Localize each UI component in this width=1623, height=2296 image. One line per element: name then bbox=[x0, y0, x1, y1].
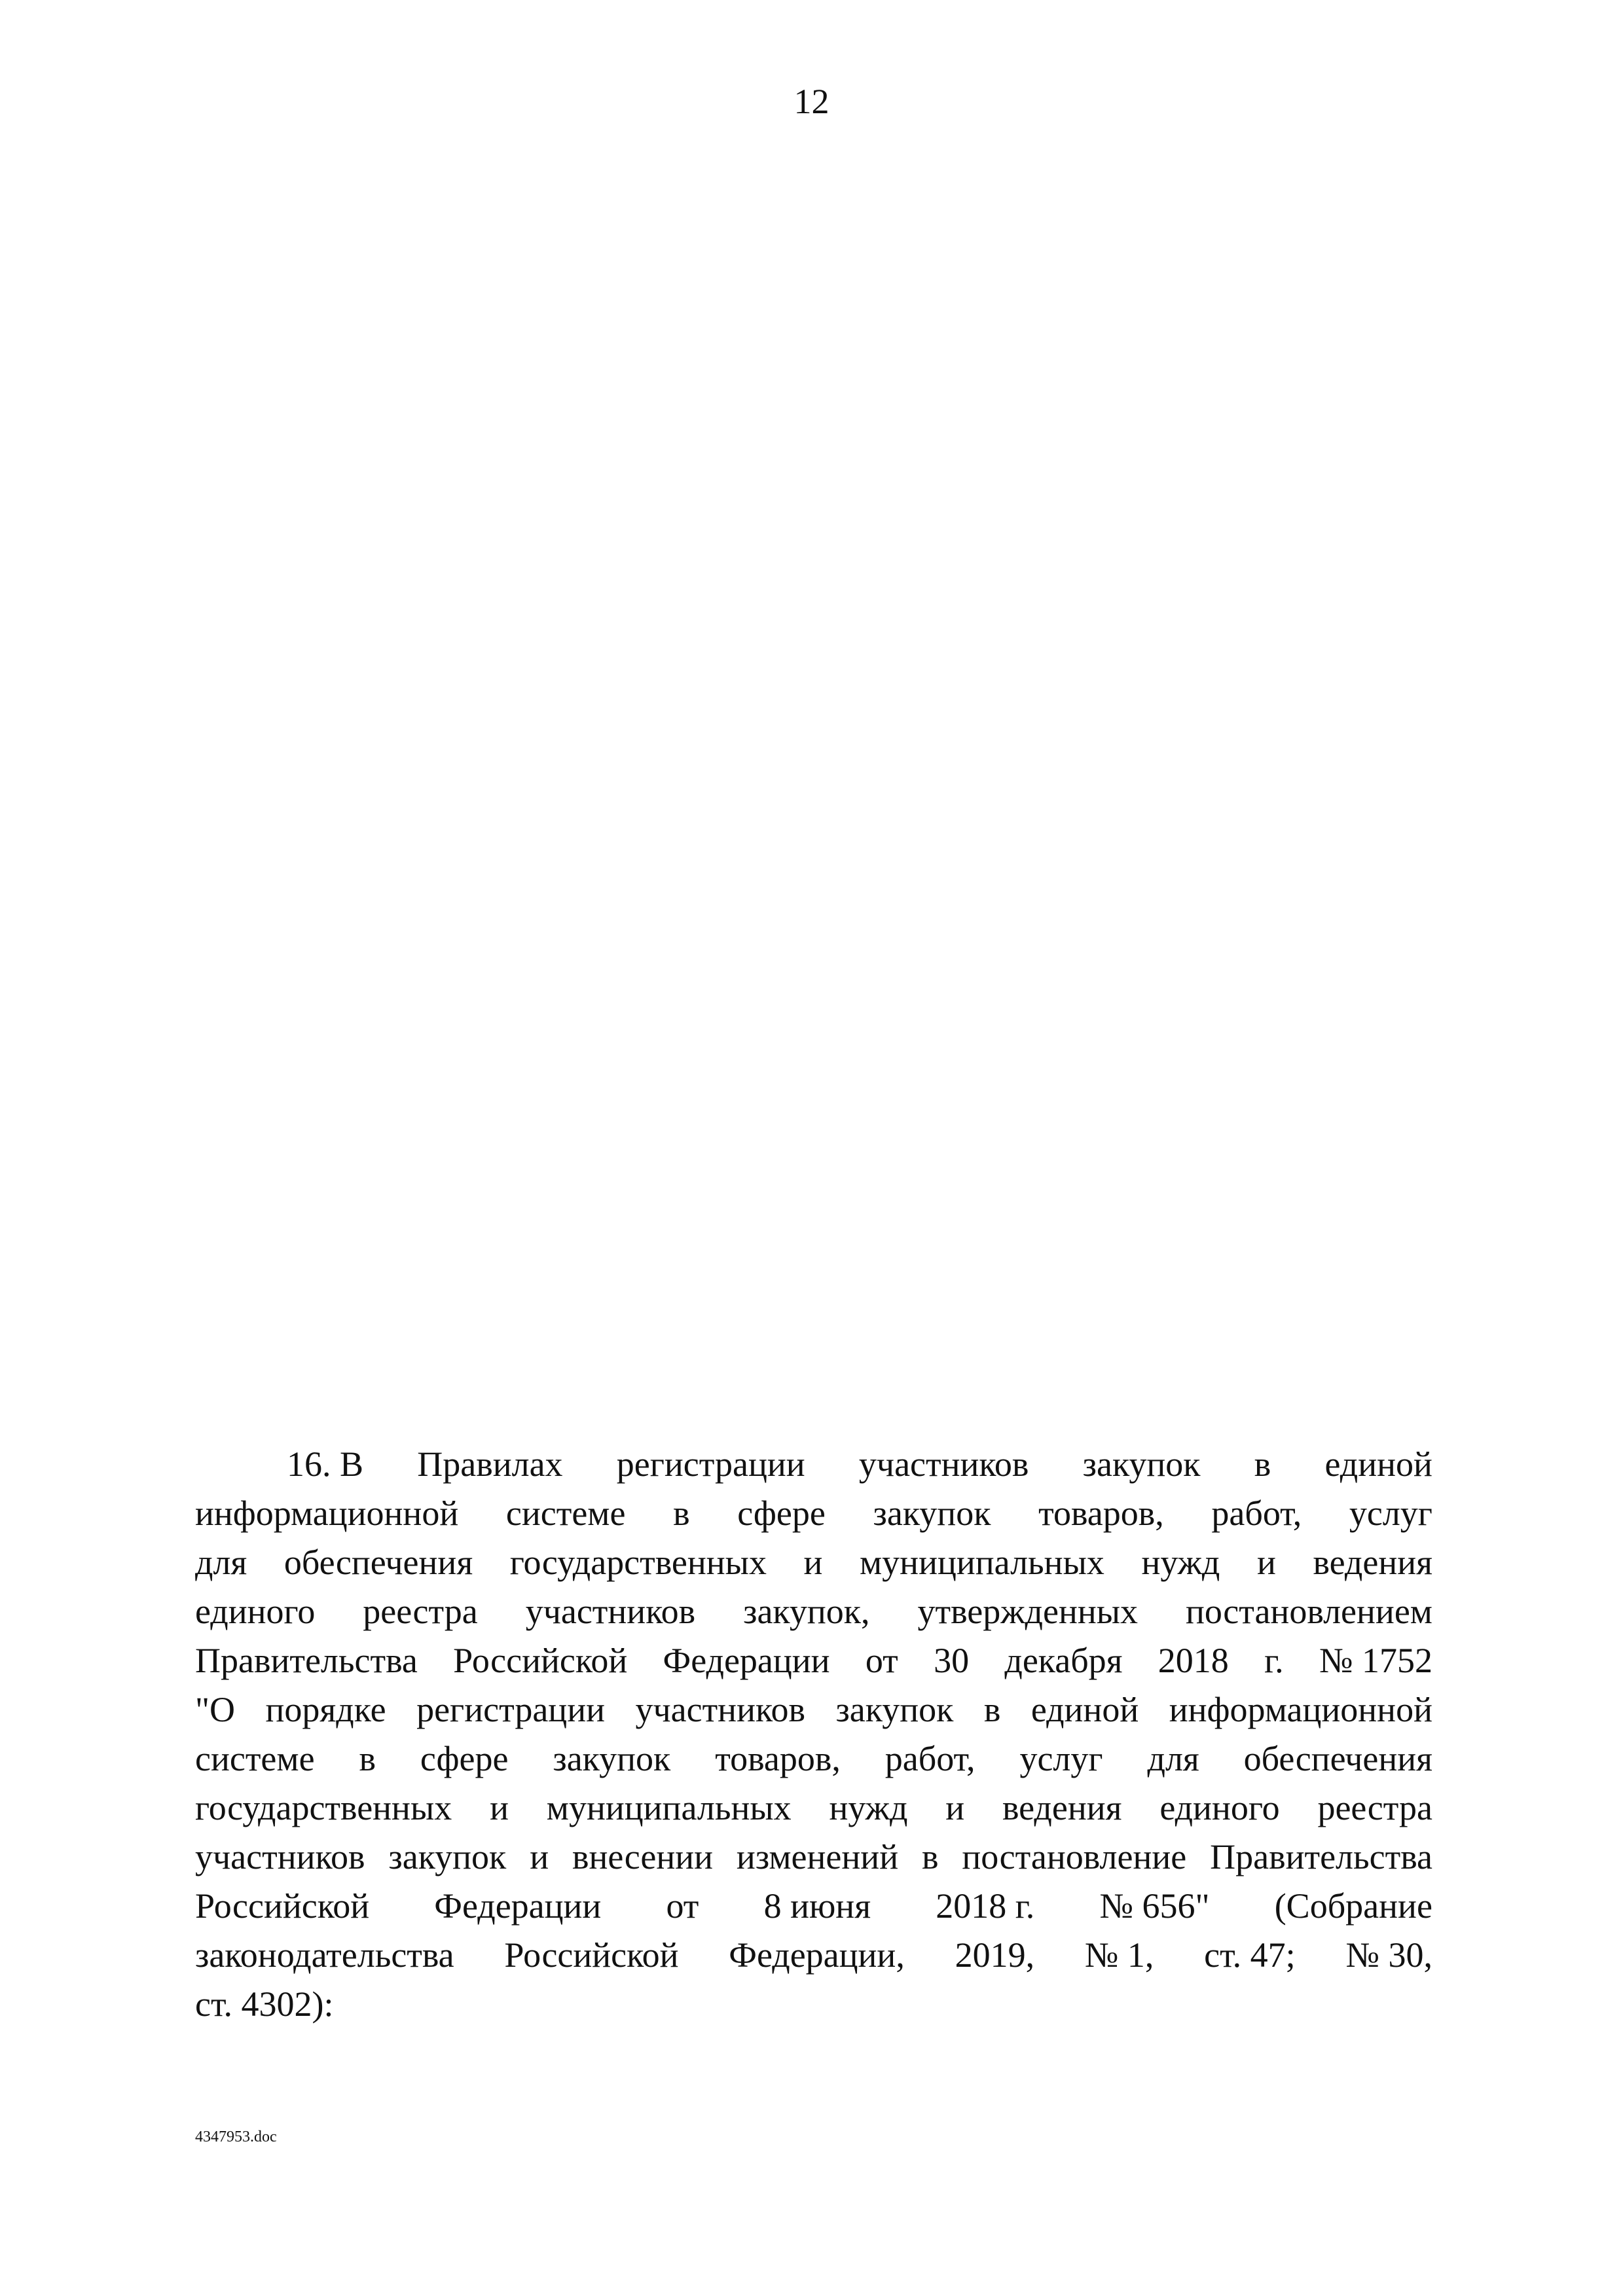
word: нужд bbox=[1141, 1543, 1220, 1582]
paragraph-line bbox=[195, 1980, 1432, 2029]
word: закупок bbox=[835, 1690, 954, 1729]
word: регистрации bbox=[616, 1444, 805, 1484]
paragraph-line bbox=[195, 1636, 1432, 1685]
word: 2018 bbox=[1158, 1641, 1229, 1680]
word: нужд bbox=[829, 1788, 908, 1827]
paragraph-line bbox=[195, 1440, 1432, 1489]
word: реестра bbox=[363, 1592, 478, 1631]
paragraph-line bbox=[195, 1833, 1432, 1882]
word: информационной bbox=[1169, 1690, 1432, 1729]
word: в bbox=[673, 1494, 690, 1533]
word: системе bbox=[505, 1494, 626, 1533]
amendment-paragraph bbox=[195, 1440, 1432, 2029]
word: ведения bbox=[1313, 1543, 1432, 1582]
word: утвержденных bbox=[917, 1592, 1139, 1631]
word: товаров, bbox=[1038, 1494, 1164, 1533]
word: сфере bbox=[420, 1739, 509, 1778]
paragraph-line bbox=[195, 1734, 1432, 1784]
word: законодательства bbox=[195, 1935, 454, 1975]
word: услуг bbox=[1349, 1494, 1432, 1533]
word: Российской bbox=[504, 1935, 679, 1975]
word: участников bbox=[858, 1444, 1029, 1484]
word: обеспечения bbox=[1243, 1739, 1432, 1778]
word: в bbox=[359, 1739, 376, 1778]
word: закупок bbox=[873, 1494, 991, 1533]
word: постановление bbox=[962, 1837, 1187, 1876]
word: № 656" bbox=[1099, 1886, 1210, 1926]
word: для bbox=[1147, 1739, 1199, 1778]
word: и bbox=[945, 1788, 965, 1827]
word: от bbox=[865, 1641, 898, 1680]
word: и bbox=[1256, 1543, 1276, 1582]
word: от bbox=[666, 1886, 699, 1926]
word: закупок, bbox=[743, 1592, 870, 1631]
word: ст. 4302): bbox=[195, 1984, 334, 2024]
word: № 30, bbox=[1345, 1935, 1432, 1975]
word: 16. В bbox=[287, 1444, 364, 1484]
paragraph-line bbox=[195, 1587, 1432, 1636]
paragraph-line bbox=[195, 1882, 1432, 1931]
word: Федерации bbox=[663, 1641, 830, 1680]
word: участников bbox=[195, 1837, 365, 1876]
word: и bbox=[530, 1837, 549, 1876]
word: сфере bbox=[737, 1494, 826, 1533]
paragraph-line bbox=[195, 1931, 1432, 1980]
word: внесении bbox=[572, 1837, 714, 1876]
word: единой bbox=[1030, 1690, 1139, 1729]
word: единого bbox=[195, 1592, 316, 1631]
word: 30 bbox=[934, 1641, 970, 1680]
word: товаров, bbox=[715, 1739, 841, 1778]
word: системе bbox=[195, 1739, 315, 1778]
word: муниципальных bbox=[546, 1788, 792, 1827]
word: в bbox=[922, 1837, 939, 1876]
word: Федерации, bbox=[729, 1935, 905, 1975]
word: постановлением bbox=[1185, 1592, 1432, 1631]
word: участников bbox=[525, 1592, 696, 1631]
word: декабря bbox=[1004, 1641, 1123, 1680]
word: № 1752 bbox=[1319, 1641, 1432, 1680]
word: участников bbox=[635, 1690, 805, 1729]
word: закупок bbox=[1082, 1444, 1201, 1484]
word: (Собрание bbox=[1274, 1886, 1432, 1926]
word: государственных bbox=[509, 1543, 767, 1582]
word: закупок bbox=[388, 1837, 507, 1876]
word: информационной bbox=[195, 1494, 459, 1533]
word: Правительства bbox=[195, 1641, 418, 1680]
word: изменений bbox=[736, 1837, 899, 1876]
word: № 1, bbox=[1084, 1935, 1154, 1975]
word: реестра bbox=[1317, 1788, 1432, 1827]
paragraph-line bbox=[195, 1784, 1432, 1833]
word: работ, bbox=[884, 1739, 976, 1778]
word: и bbox=[803, 1543, 823, 1582]
word: единого bbox=[1159, 1788, 1280, 1827]
word: г. bbox=[1264, 1641, 1284, 1680]
word: обеспечения bbox=[283, 1543, 473, 1582]
word: Правилах bbox=[417, 1444, 563, 1484]
word: закупок bbox=[553, 1739, 671, 1778]
word: регистрации bbox=[416, 1690, 605, 1729]
word: в bbox=[1254, 1444, 1271, 1484]
word: "О bbox=[195, 1690, 236, 1729]
paragraph-line bbox=[195, 1685, 1432, 1734]
word: Правительства bbox=[1210, 1837, 1432, 1876]
word: 2018 г. bbox=[936, 1886, 1035, 1926]
word: ст. 47; bbox=[1204, 1935, 1296, 1975]
file-name-footer: 4347953.doc bbox=[195, 2128, 277, 2145]
word: услуг bbox=[1019, 1739, 1103, 1778]
word: Российской bbox=[195, 1886, 370, 1926]
paragraph-line bbox=[195, 1489, 1432, 1538]
word: муниципальных bbox=[860, 1543, 1104, 1582]
word: порядке bbox=[265, 1690, 386, 1729]
word: и bbox=[490, 1788, 509, 1827]
word: для bbox=[195, 1543, 247, 1582]
word: Российской bbox=[453, 1641, 628, 1680]
word: работ, bbox=[1211, 1494, 1302, 1533]
word: ведения bbox=[1002, 1788, 1122, 1827]
paragraph-line bbox=[195, 1538, 1432, 1587]
word: в bbox=[983, 1690, 1001, 1729]
page-number: 12 bbox=[793, 82, 830, 121]
word: единой bbox=[1324, 1444, 1432, 1484]
word: Федерации bbox=[434, 1886, 602, 1926]
word: государственных bbox=[195, 1788, 452, 1827]
word: 2019, bbox=[955, 1935, 1035, 1975]
word: 8 июня bbox=[763, 1886, 871, 1926]
